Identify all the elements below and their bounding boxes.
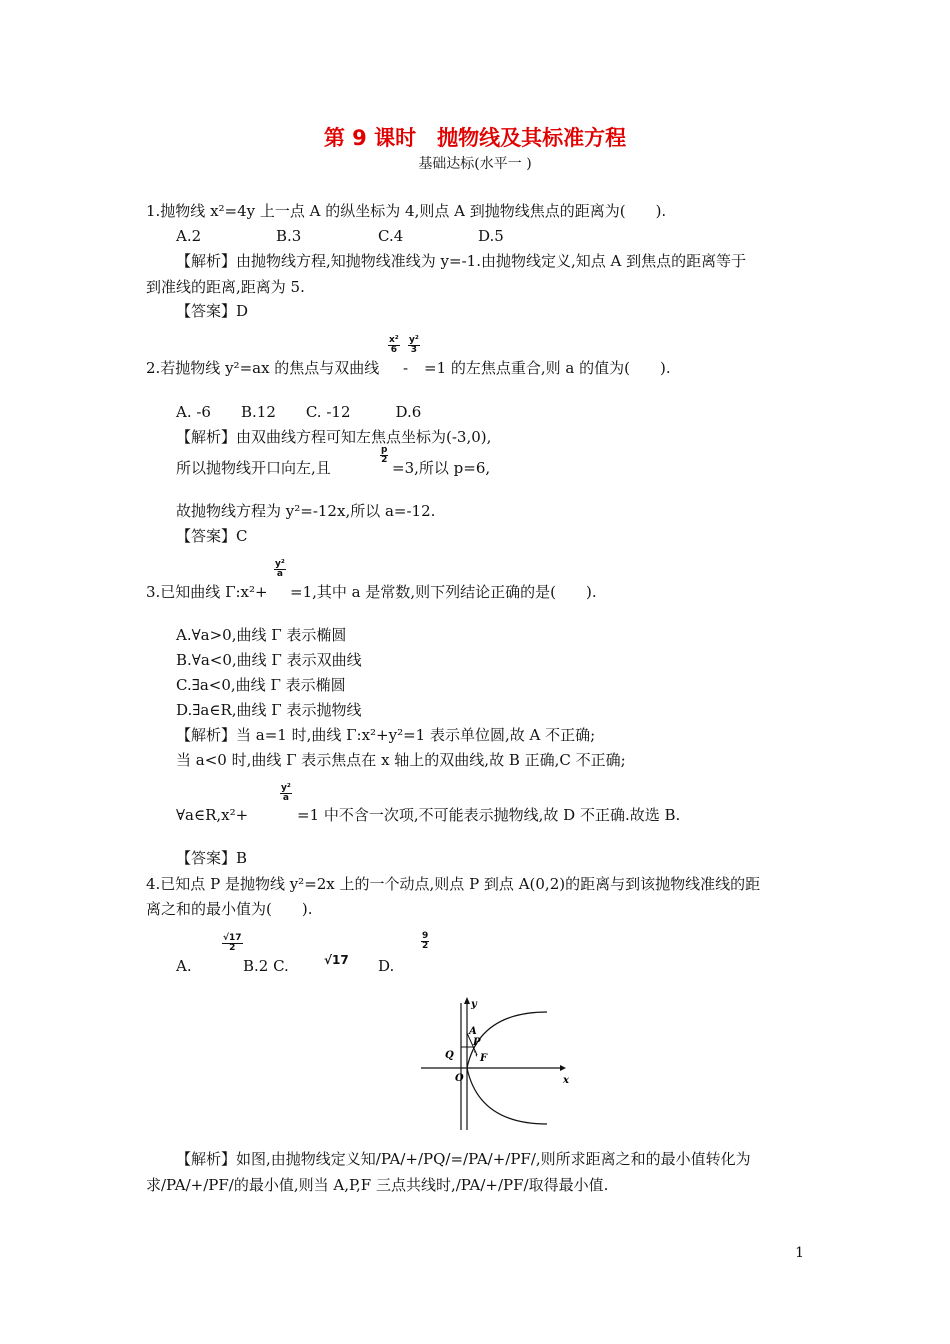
label-f: F xyxy=(480,1053,488,1064)
fraction-denominator: 2 xyxy=(229,943,236,953)
label-x: x xyxy=(563,1075,569,1086)
q3-analysis-line3a: ∀a∈R,x²+ xyxy=(176,806,249,824)
x-axis-arrow xyxy=(560,1065,566,1071)
label-y: y xyxy=(471,999,477,1010)
q1-analysis-line1: 【解析】由抛物线方程,知抛物线准线为 y=-1.由抛物线定义,知点 A 到焦点的距离等于 xyxy=(176,252,747,270)
segment-pf xyxy=(473,1047,477,1057)
page-number: 1 xyxy=(795,1245,804,1261)
q2-analysis-line2b: =3,所以 p=6, xyxy=(392,459,491,477)
fraction-denominator: 3 xyxy=(410,345,418,355)
q2-answer: 【答案】C xyxy=(176,527,248,545)
page-title: 第 9 课时 抛物线及其标准方程 xyxy=(323,126,627,150)
q1-answer: 【答案】D xyxy=(176,302,249,320)
q3-analysis-line3b: =1 中不含一次项,不可能表示抛物线,故 D 不正确.故选 B. xyxy=(297,806,681,824)
fraction-numerator: p xyxy=(381,445,388,455)
label-q: Q xyxy=(445,1050,454,1061)
fraction-numerator: √17 xyxy=(223,933,242,943)
q1-option-c: C.4 xyxy=(378,227,404,245)
q4-option-d-label: D. xyxy=(378,957,395,975)
fraction-numerator: y² xyxy=(409,335,419,345)
q3-analysis-line1: 【解析】当 a=1 时,曲线 Γ:x²+y²=1 表示单位圆,故 A 不正确; xyxy=(176,726,596,744)
q4-analysis-line1: 【解析】如图,由抛物线定义知/PA/+/PQ/=/PA/+/PF/,则所求距离之和的最小值转化为 xyxy=(176,1150,751,1168)
q1-option-b: B.3 xyxy=(276,227,302,245)
q3-answer: 【答案】B xyxy=(176,849,248,867)
q4-option-b-c-label: B.2 C. xyxy=(243,957,289,975)
q2-minus-sign: - xyxy=(403,359,409,377)
q4-fraction-9-over-2 xyxy=(421,932,429,951)
parabola-figure xyxy=(415,995,575,1135)
q1-option-a: A.2 xyxy=(176,227,202,245)
q3-option-a: A.∀a>0,曲线 Γ 表示椭圆 xyxy=(176,626,347,644)
label-p: P xyxy=(473,1037,481,1048)
q3-stem-part2: =1,其中 a 是常数,则下列结论正确的是( ). xyxy=(290,583,597,601)
label-a: A xyxy=(469,1026,477,1037)
fraction-numerator: y² xyxy=(281,783,291,793)
fraction-numerator: x² xyxy=(389,335,399,345)
q3-option-b: B.∀a<0,曲线 Γ 表示双曲线 xyxy=(176,651,362,669)
q2-analysis-line2a: 所以抛物线开口向左,且 xyxy=(176,459,331,477)
fraction-denominator: a xyxy=(276,569,283,579)
q4-option-c-value: √17 xyxy=(324,953,349,967)
y-axis-arrow xyxy=(464,997,470,1004)
q2-options: A. -6 B.12 C. -12 D.6 xyxy=(176,403,422,421)
q1-stem: 1.抛物线 x²=4y 上一点 A 的纵坐标为 4,则点 A 到抛物线焦点的距离为( ). xyxy=(146,202,667,220)
q4-option-a-label: A. xyxy=(176,957,192,975)
label-o: O xyxy=(455,1073,464,1084)
q4-stem-line1: 4.已知点 P 是抛物线 y²=2x 上的一个动点,则点 P 到点 A(0,2)的距离与到该抛物线准线的距 xyxy=(146,875,761,893)
q2-analysis-line1: 【解析】由双曲线方程可知左焦点坐标为(-3,0), xyxy=(176,428,492,446)
q3-analysis-line2: 当 a<0 时,曲线 Γ 表示焦点在 x 轴上的双曲线,故 B 正确,C 不正确; xyxy=(176,751,626,769)
q2-fraction-p-over-2 xyxy=(380,446,388,465)
q4-fraction-sqrt17-over-2 xyxy=(222,934,243,953)
q4-stem-line2: 离之和的最小值为( ). xyxy=(146,900,313,918)
q3-stem-part1: 3.已知曲线 Γ:x²+ xyxy=(146,583,268,601)
q4-analysis-line2: 求/PA/+/PF/的最小值,则当 A,P,F 三点共线时,/PA/+/PF/取得最小值. xyxy=(146,1176,609,1194)
q2-analysis-line3: 故抛物线方程为 y²=-12x,所以 a=-12. xyxy=(176,502,436,520)
fraction-denominator: a xyxy=(282,793,289,803)
q3-option-c: C.∃a<0,曲线 Γ 表示椭圆 xyxy=(176,676,346,694)
q1-analysis-line2: 到准线的距离,距离为 5. xyxy=(146,278,305,296)
fraction-numerator: y² xyxy=(275,559,285,569)
q3-option-d: D.∃a∈R,曲线 Γ 表示抛物线 xyxy=(176,701,362,719)
q2-fraction-y2-over-3 xyxy=(408,336,420,355)
q2-fraction-x2-over-6 xyxy=(388,336,400,355)
q3-fraction-y2-over-a xyxy=(274,560,286,579)
q2-stem-part2: =1 的左焦点重合,则 a 的值为( ). xyxy=(424,359,671,377)
fraction-denominator: 6 xyxy=(390,345,397,355)
page-subtitle: 基础达标(水平一 ) xyxy=(418,156,532,172)
fraction-numerator: 9 xyxy=(422,931,429,941)
q2-stem-part1: 2.若抛物线 y²=ax 的焦点与双曲线 xyxy=(146,359,380,377)
q1-option-d: D.5 xyxy=(478,227,504,245)
fraction-denominator: 2 xyxy=(422,941,429,951)
q3-fraction-y2-over-a-analysis xyxy=(280,784,292,803)
fraction-denominator: 2 xyxy=(381,455,388,465)
